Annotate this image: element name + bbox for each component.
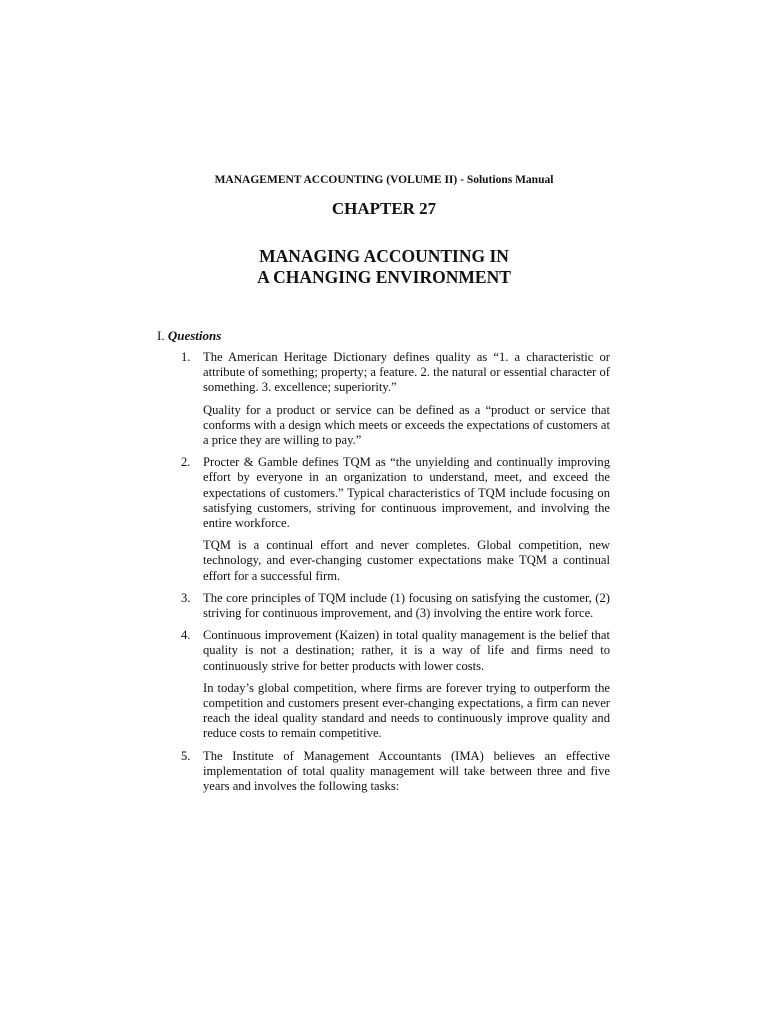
questions-list	[181, 350, 610, 801]
running-header: MANAGEMENT ACCOUNTING (VOLUME II) - Solutions Manual	[214, 174, 554, 186]
question-number: 2.	[181, 455, 191, 470]
question-paragraph	[181, 350, 610, 396]
question-paragraph	[181, 628, 610, 674]
question-item-5	[181, 749, 610, 795]
section-roman-numeral: I.	[157, 328, 165, 343]
section-label: Questions	[167, 328, 222, 343]
question-paragraph	[181, 455, 610, 531]
chapter-title-line-1: MANAGING ACCOUNTING IN	[259, 246, 509, 266]
question-paragraph	[181, 591, 610, 621]
question-number: 1.	[181, 350, 191, 364]
question-number: 4.	[181, 628, 191, 643]
question-paragraph: Quality for a product or service can be defined as a “product or service that conforms with a design which meets or exceeds the expectations of customers at a price they are willing to pay.”	[203, 402, 610, 448]
question-text: The Institute of Management Accountants (IMA) believes an effective implementation of total quality management will take between three and five years and involves the following tasks:	[203, 748, 610, 794]
question-text: Procter & Gamble defines TQM as “the unyielding and continually improving effort by everyone in an organization to understand, meet, and exceed the expectations of customers.” Typical characteristics of TQM include focusing on satisfying customers, striving for continuous improvement, and involving the entire workforce.	[203, 455, 610, 531]
chapter-title	[0, 246, 768, 288]
question-text: The American Heritage Dictionary defines quality as “1. a characteristic or attribute of something; property; a feature. 2. the natural or essential character of something. 3. excellence; superiority.”	[203, 350, 610, 395]
chapter-number: CHAPTER 27	[331, 199, 437, 218]
chapter-title-line-2: A CHANGING ENVIRONMENT	[257, 267, 511, 287]
question-text: The core principles of TQM include (1) focusing on satisfying the customer, (2) striving for continuous improvement, and (3) involving the entire work force.	[203, 590, 610, 621]
question-paragraph: TQM is a continual effort and never completes. Global competition, new technology, and ever-changing customer expectations make TQM a continual effort for a successful firm.	[203, 538, 610, 583]
question-number: 3.	[181, 590, 191, 605]
question-paragraph: In today’s global competition, where firms are forever trying to outperform the competition and customers present ever-changing expectations, a firm can never reach the ideal quality standard and needs to continuously improve quality and reduce costs to remain competitive.	[203, 680, 610, 741]
question-item-3	[181, 591, 610, 621]
question-item-2	[181, 455, 610, 584]
question-number: 5.	[181, 748, 191, 763]
question-text: Continuous improvement (Kaizen) in total quality management is the belief that quality is not a destination; rather, it is a way of life and firms need to continuously strive for better products with lower costs.	[203, 628, 610, 673]
question-paragraph	[181, 749, 610, 795]
section-heading	[157, 328, 221, 344]
question-item-4	[181, 628, 610, 741]
question-item-1	[181, 350, 610, 448]
